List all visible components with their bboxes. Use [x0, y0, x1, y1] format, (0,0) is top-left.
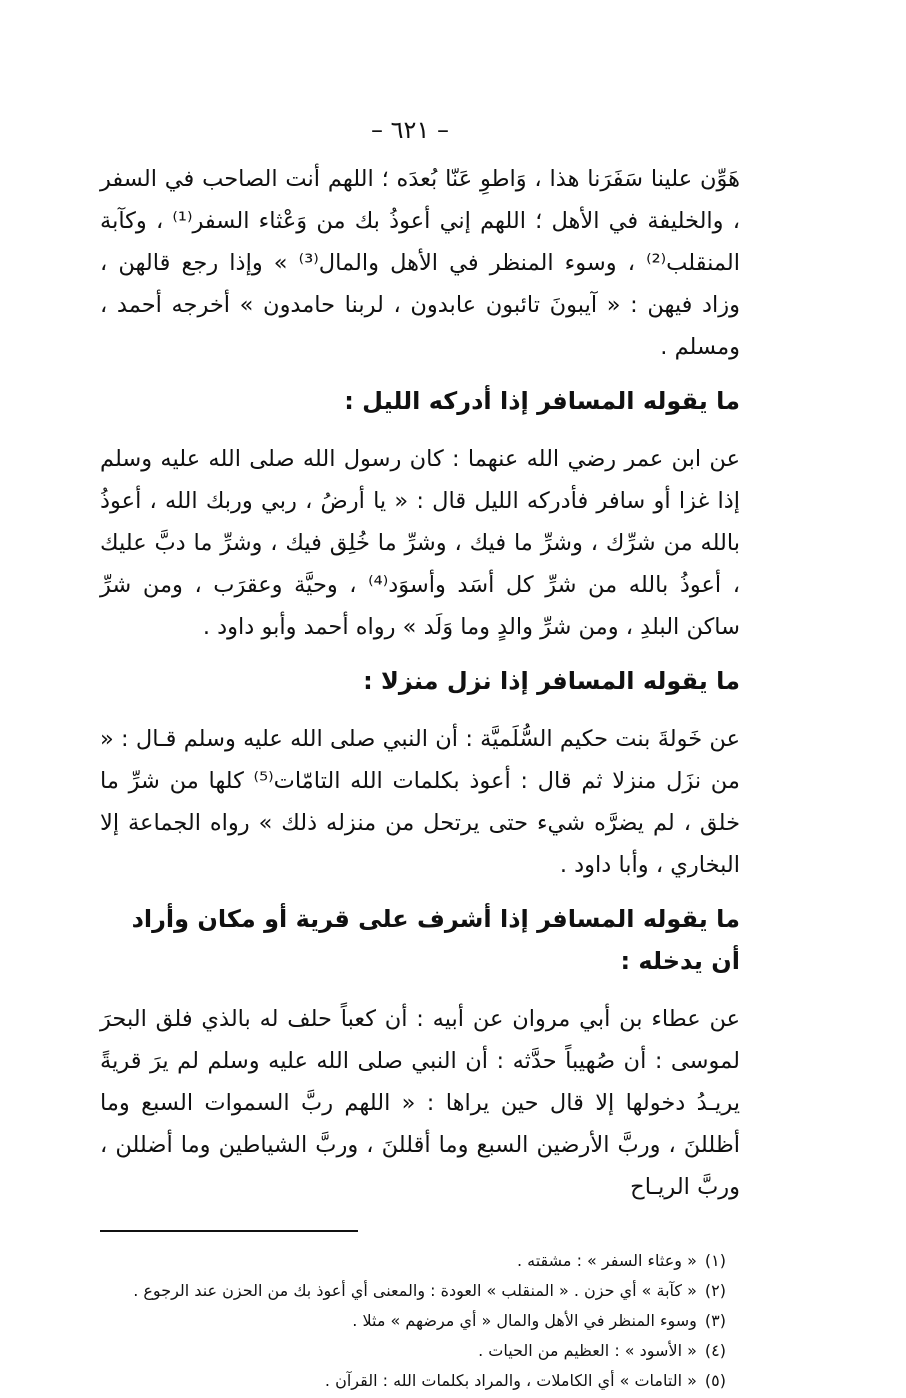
- page-number: – ٦٢١ –: [371, 116, 449, 144]
- footnote-text: « الأسود » : العظيم من الحيات .: [478, 1341, 697, 1360]
- section-heading-stopover: ما يقوله المسافر إذا نزل منزلا :: [363, 667, 740, 695]
- footnote: [100, 1306, 726, 1336]
- footnote-text: « التامات » أي الكاملات ، والمراد بكلمات الله : القرآن .: [324, 1371, 697, 1390]
- footnote: [100, 1276, 726, 1306]
- footnote-text: وسوء المنظر في الأهل والمال « أي مرضهم » مثلا .: [352, 1311, 697, 1330]
- footnote: [100, 1336, 726, 1366]
- footnote-text: « وعثاء السفر » : مشقته .: [516, 1251, 697, 1270]
- footnote-text: « كآبة » أي حزن . « المنقلب » العودة : والمعنى أي أعوذ بك من الحزن عند الرجوع .: [133, 1281, 697, 1300]
- section-heading-village: ما يقوله المسافر إذا أشرف على قرية أو مكان وأراد أن يدخله :: [131, 905, 740, 975]
- section-paragraph-village: عن عطاء بن أبي مروان عن أبيه : أن كعباً حلف له بالذي فلق البحرَ لموسى : أن صُهيباً حدَّثه : أن النبي صلى الله عليه وسلم لم يرَ قريةً يريـدُ دخولها إلا قال حين يراها : « اللهم ربَّ السموات السبع وما أظللنَ ، وربَّ الأرضين السبع وما أقللنَ ، وربَّ الشياطين وما أضللن ، وربَّ الريـاح: [100, 1006, 740, 1200]
- footnote: [100, 1246, 726, 1276]
- intro-paragraph: هَوِّن علينا سَفَرَنا هذا ، وَاطوِ عَنّا بُعدَه ؛ اللهم أنت الصاحب في السفر ، والخليفة في الأهل ؛ اللهم إني أعوذُ بك من وَعْثاء السفر⁽¹⁾ ، وكآبة المنقلب⁽²⁾ ، وسوء المنظر في الأهل والمال⁽³⁾ » وإذا رجع قالهن ، وزاد فيهن : « آيبونَ تائبون عابدون ، لربنا حامدون » أخرجه أحمد ، ومسلم .: [100, 166, 740, 360]
- footnote-number: (٣): [704, 1311, 726, 1330]
- section-heading-night: ما يقوله المسافر إذا أدركه الليل :: [344, 387, 740, 415]
- footnote-separator: [100, 1230, 358, 1232]
- footnote-number: (٢): [704, 1281, 726, 1300]
- footnote-number: (٥): [704, 1371, 726, 1390]
- section-paragraph-night: عن ابن عمر رضي الله عنهما : كان رسول الله صلى الله عليه وسلم إذا غزا أو سافر فأدركه الليل قال : « يا أرضُ ، ربي وربك الله ، أعوذُ بالله من شرِّك ، وشرِّ ما فيك ، وشرِّ ما خُلِق فيك ، وشرِّ ما دبَّ عليك ، أعوذُ بالله من شرِّ كل أسَد وأسوَد⁽⁴⁾ ، وحيَّة وعقرَب ، ومن شرِّ ساكن البلدِ ، ومن شرِّ والدٍ وما وَلَد » رواه أحمد وأبو داود .: [100, 446, 740, 640]
- footnote-number: (٤): [704, 1341, 726, 1360]
- footnote: [100, 1366, 726, 1396]
- footnotes-list: [100, 1246, 740, 1396]
- section-paragraph-stopover: عن خَولةَ بنت حكيم السُّلَميَّة : أن النبي صلى الله عليه وسلم قـال : « من نزَل منزلا ثم قال : أعوذ بكلمات الله التامّات⁽⁵⁾ كلها من شرِّ ما خلق ، لم يضرَّه شيء حتى يرتحل من منزله ذلك » رواه الجماعة إلا البخاري ، وأبا داود .: [100, 726, 740, 878]
- book-page: [100, 112, 740, 1396]
- footnote-number: (١): [704, 1251, 726, 1270]
